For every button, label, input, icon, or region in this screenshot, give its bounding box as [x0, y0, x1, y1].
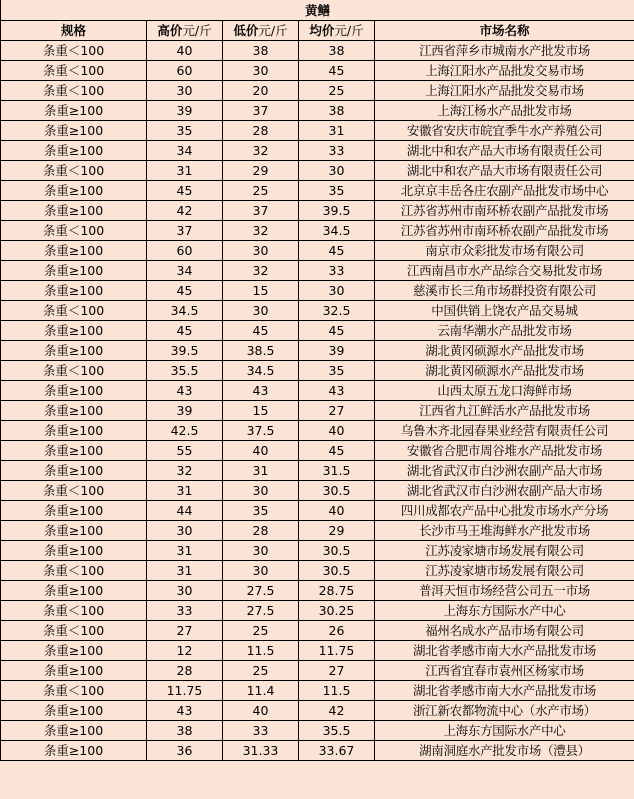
cell-avg-price: 30.5	[299, 481, 375, 501]
header-avg-label: 均价	[309, 23, 335, 38]
cell-avg-price: 39.5	[299, 201, 375, 221]
cell-avg-price: 38	[299, 41, 375, 61]
cell-low-price: 28	[223, 121, 299, 141]
cell-high-price: 44	[147, 501, 223, 521]
cell-avg-price: 32.5	[299, 301, 375, 321]
cell-low-price: 32	[223, 141, 299, 161]
cell-high-price: 35	[147, 121, 223, 141]
table-row	[1, 81, 634, 101]
cell-avg-price: 30.5	[299, 541, 375, 561]
cell-spec: 条重＜100	[1, 221, 147, 241]
cell-market-name: 湖北省孝感市南大水产品批发市场	[375, 641, 634, 661]
cell-low-price: 30	[223, 481, 299, 501]
cell-high-price: 30	[147, 81, 223, 101]
cell-spec: 条重＜100	[1, 681, 147, 701]
cell-market-name: 湖南洞庭水产批发市场（澧县）	[375, 741, 634, 761]
cell-avg-price: 40	[299, 421, 375, 441]
cell-avg-price: 45	[299, 321, 375, 341]
cell-market-name: 山西太原五龙口海鲜市场	[375, 381, 634, 401]
cell-spec: 条重＜100	[1, 81, 147, 101]
cell-high-price: 34	[147, 261, 223, 281]
table-row	[1, 221, 634, 241]
cell-avg-price: 33	[299, 141, 375, 161]
cell-high-price: 42	[147, 201, 223, 221]
cell-market-name: 江苏省苏州市南环桥农副产品批发市场	[375, 221, 634, 241]
table-row	[1, 681, 634, 701]
cell-market-name: 江苏凌家塘市场发展有限公司	[375, 541, 634, 561]
cell-low-price: 40	[223, 441, 299, 461]
cell-avg-price: 29	[299, 521, 375, 541]
header-high-unit: 元/斤	[182, 23, 212, 38]
cell-market-name: 安徽省合肥市周谷堆水产品批发市场	[375, 441, 634, 461]
cell-spec: 条重＜100	[1, 481, 147, 501]
header-low	[223, 21, 299, 41]
cell-low-price: 30	[223, 241, 299, 261]
cell-avg-price: 35	[299, 361, 375, 381]
table-row	[1, 321, 634, 341]
cell-spec: 条重≥100	[1, 141, 147, 161]
cell-high-price: 36	[147, 741, 223, 761]
cell-spec: 条重＜100	[1, 601, 147, 621]
header-low-label: 低价	[233, 23, 259, 38]
header-high	[147, 21, 223, 41]
cell-spec: 条重＜100	[1, 561, 147, 581]
table-row	[1, 241, 634, 261]
cell-spec: 条重≥100	[1, 701, 147, 721]
cell-spec: 条重≥100	[1, 501, 147, 521]
cell-avg-price: 26	[299, 621, 375, 641]
cell-high-price: 31	[147, 481, 223, 501]
header-market: 市场名称	[375, 21, 634, 41]
cell-market-name: 安徽省安庆市皖宜季牛水产养殖公司	[375, 121, 634, 141]
cell-spec: 条重＜100	[1, 41, 147, 61]
cell-high-price: 45	[147, 321, 223, 341]
cell-market-name: 江西南昌市水产品综合交易批发市场	[375, 261, 634, 281]
cell-avg-price: 33.67	[299, 741, 375, 761]
cell-avg-price: 28.75	[299, 581, 375, 601]
cell-avg-price: 11.75	[299, 641, 375, 661]
cell-spec: 条重≥100	[1, 201, 147, 221]
cell-spec: 条重≥100	[1, 661, 147, 681]
cell-high-price: 38	[147, 721, 223, 741]
cell-low-price: 25	[223, 621, 299, 641]
cell-low-price: 37	[223, 201, 299, 221]
cell-high-price: 42.5	[147, 421, 223, 441]
cell-low-price: 25	[223, 181, 299, 201]
cell-high-price: 34.5	[147, 301, 223, 321]
table-row	[1, 721, 634, 741]
table-row	[1, 441, 634, 461]
title-row	[1, 0, 634, 21]
cell-spec: 条重≥100	[1, 441, 147, 461]
table-row	[1, 281, 634, 301]
cell-high-price: 30	[147, 521, 223, 541]
cell-high-price: 31	[147, 161, 223, 181]
cell-avg-price: 30.25	[299, 601, 375, 621]
cell-market-name: 江苏省苏州市南环桥农副产品批发市场	[375, 201, 634, 221]
table-row	[1, 661, 634, 681]
cell-spec: 条重≥100	[1, 461, 147, 481]
cell-high-price: 33	[147, 601, 223, 621]
cell-market-name: 上海江杨水产品批发市场	[375, 101, 634, 121]
cell-spec: 条重≥100	[1, 401, 147, 421]
table-row	[1, 461, 634, 481]
cell-high-price: 40	[147, 41, 223, 61]
table-row	[1, 601, 634, 621]
cell-low-price: 29	[223, 161, 299, 181]
cell-low-price: 37.5	[223, 421, 299, 441]
cell-high-price: 39	[147, 401, 223, 421]
table-row	[1, 421, 634, 441]
cell-avg-price: 39	[299, 341, 375, 361]
cell-avg-price: 30.5	[299, 561, 375, 581]
cell-spec: 条重≥100	[1, 281, 147, 301]
table-row	[1, 201, 634, 221]
cell-low-price: 32	[223, 261, 299, 281]
cell-market-name: 普洱天恒市场经营公司五一市场	[375, 581, 634, 601]
table-body	[1, 41, 634, 761]
cell-avg-price: 35	[299, 181, 375, 201]
cell-avg-price: 30	[299, 281, 375, 301]
cell-avg-price: 11.5	[299, 681, 375, 701]
cell-spec: 条重≥100	[1, 321, 147, 341]
cell-market-name: 浙江新农都物流中心（水产市场）	[375, 701, 634, 721]
table-row	[1, 261, 634, 281]
cell-market-name: 湖北中和农产品大市场有限责任公司	[375, 141, 634, 161]
cell-high-price: 37	[147, 221, 223, 241]
cell-avg-price: 45	[299, 61, 375, 81]
cell-spec: 条重≥100	[1, 741, 147, 761]
cell-avg-price: 40	[299, 501, 375, 521]
cell-avg-price: 38	[299, 101, 375, 121]
cell-market-name: 湖北黄冈硕源水产品批发市场	[375, 361, 634, 381]
table-row	[1, 701, 634, 721]
cell-avg-price: 43	[299, 381, 375, 401]
cell-spec: 条重＜100	[1, 621, 147, 641]
cell-low-price: 27.5	[223, 581, 299, 601]
cell-low-price: 43	[223, 381, 299, 401]
cell-avg-price: 27	[299, 401, 375, 421]
header-spec: 规格	[1, 21, 147, 41]
table-row	[1, 621, 634, 641]
table-row	[1, 101, 634, 121]
cell-avg-price: 34.5	[299, 221, 375, 241]
cell-high-price: 45	[147, 181, 223, 201]
cell-spec: 条重≥100	[1, 381, 147, 401]
cell-high-price: 39	[147, 101, 223, 121]
cell-low-price: 38.5	[223, 341, 299, 361]
cell-low-price: 25	[223, 661, 299, 681]
cell-spec: 条重≥100	[1, 541, 147, 561]
cell-low-price: 35	[223, 501, 299, 521]
cell-low-price: 31	[223, 461, 299, 481]
cell-high-price: 45	[147, 281, 223, 301]
cell-high-price: 11.75	[147, 681, 223, 701]
cell-low-price: 28	[223, 521, 299, 541]
cell-spec: 条重≥100	[1, 261, 147, 281]
table-row	[1, 741, 634, 761]
cell-high-price: 28	[147, 661, 223, 681]
cell-market-name: 南京市众彩批发市场有限公司	[375, 241, 634, 261]
cell-low-price: 32	[223, 221, 299, 241]
header-high-label: 高价	[157, 23, 183, 38]
cell-low-price: 15	[223, 401, 299, 421]
cell-spec: 条重＜100	[1, 301, 147, 321]
cell-spec: 条重≥100	[1, 121, 147, 141]
cell-market-name: 云南华潮水产品批发市场	[375, 321, 634, 341]
table-row	[1, 181, 634, 201]
cell-low-price: 37	[223, 101, 299, 121]
table-row	[1, 381, 634, 401]
cell-market-name: 慈溪市长三角市场群投资有限公司	[375, 281, 634, 301]
cell-low-price: 38	[223, 41, 299, 61]
cell-low-price: 27.5	[223, 601, 299, 621]
cell-high-price: 43	[147, 701, 223, 721]
table-row	[1, 341, 634, 361]
cell-market-name: 上海东方国际水产中心	[375, 601, 634, 621]
cell-avg-price: 42	[299, 701, 375, 721]
cell-market-name: 上海江阳水产品批发交易市场	[375, 81, 634, 101]
cell-market-name: 湖北中和农产品大市场有限责任公司	[375, 161, 634, 181]
cell-low-price: 45	[223, 321, 299, 341]
table-row	[1, 121, 634, 141]
cell-market-name: 中国供销上饶农产品交易城	[375, 301, 634, 321]
cell-avg-price: 45	[299, 241, 375, 261]
cell-low-price: 30	[223, 301, 299, 321]
cell-low-price: 30	[223, 561, 299, 581]
cell-low-price: 33	[223, 721, 299, 741]
cell-market-name: 湖北省武汉市白沙洲农副产品大市场	[375, 461, 634, 481]
cell-avg-price: 27	[299, 661, 375, 681]
header-avg	[299, 21, 375, 41]
cell-spec: 条重≥100	[1, 341, 147, 361]
cell-low-price: 11.4	[223, 681, 299, 701]
table-row	[1, 301, 634, 321]
cell-low-price: 20	[223, 81, 299, 101]
table-row	[1, 481, 634, 501]
cell-high-price: 43	[147, 381, 223, 401]
cell-spec: 条重≥100	[1, 581, 147, 601]
cell-high-price: 27	[147, 621, 223, 641]
cell-spec: 条重≥100	[1, 101, 147, 121]
cell-market-name: 江西省宜春市袁州区杨家市场	[375, 661, 634, 681]
table-row	[1, 501, 634, 521]
cell-market-name: 江西省九江鲜活水产品批发市场	[375, 401, 634, 421]
cell-high-price: 30	[147, 581, 223, 601]
cell-market-name: 上海江阳水产品批发交易市场	[375, 61, 634, 81]
table-row	[1, 161, 634, 181]
table-row	[1, 541, 634, 561]
table-row	[1, 361, 634, 381]
header-row	[1, 21, 634, 41]
cell-avg-price: 45	[299, 441, 375, 461]
table-row	[1, 401, 634, 421]
cell-high-price: 60	[147, 241, 223, 261]
cell-low-price: 34.5	[223, 361, 299, 381]
header-low-unit: 元/斤	[258, 23, 288, 38]
cell-high-price: 34	[147, 141, 223, 161]
cell-avg-price: 35.5	[299, 721, 375, 741]
cell-market-name: 上海东方国际水产中心	[375, 721, 634, 741]
cell-market-name: 湖北黄冈硕源水产品批发市场	[375, 341, 634, 361]
cell-spec: 条重＜100	[1, 61, 147, 81]
cell-avg-price: 31.5	[299, 461, 375, 481]
cell-low-price: 30	[223, 541, 299, 561]
cell-market-name: 湖北省武汉市白沙洲农副产品大市场	[375, 481, 634, 501]
cell-market-name: 江西省萍乡市城南水产批发市场	[375, 41, 634, 61]
cell-spec: 条重≥100	[1, 181, 147, 201]
header-avg-unit: 元/斤	[334, 23, 364, 38]
cell-market-name: 福州名成水产品市场有限公司	[375, 621, 634, 641]
table-row	[1, 561, 634, 581]
cell-high-price: 31	[147, 561, 223, 581]
cell-spec: 条重≥100	[1, 641, 147, 661]
cell-avg-price: 30	[299, 161, 375, 181]
cell-low-price: 40	[223, 701, 299, 721]
cell-avg-price: 33	[299, 261, 375, 281]
table-row	[1, 641, 634, 661]
table-row	[1, 581, 634, 601]
cell-market-name: 四川成都农产品中心批发市场水产分场	[375, 501, 634, 521]
cell-market-name: 北京京丰岳各庄农副产品批发市场中心	[375, 181, 634, 201]
cell-spec: 条重≥100	[1, 521, 147, 541]
table-row	[1, 41, 634, 61]
cell-spec: 条重＜100	[1, 361, 147, 381]
table-row	[1, 521, 634, 541]
cell-market-name: 湖北省孝感市南大水产品批发市场	[375, 681, 634, 701]
cell-high-price: 55	[147, 441, 223, 461]
cell-spec: 条重≥100	[1, 421, 147, 441]
cell-market-name: 江苏凌家塘市场发展有限公司	[375, 561, 634, 581]
cell-high-price: 60	[147, 61, 223, 81]
cell-spec: 条重＜100	[1, 161, 147, 181]
cell-high-price: 35.5	[147, 361, 223, 381]
cell-low-price: 15	[223, 281, 299, 301]
cell-high-price: 39.5	[147, 341, 223, 361]
table-row	[1, 61, 634, 81]
table-row	[1, 141, 634, 161]
table-title: 黄鳝	[1, 0, 634, 21]
cell-market-name: 乌鲁木齐北园春果业经营有限责任公司	[375, 421, 634, 441]
cell-market-name: 长沙市马王堆海鲜水产批发市场	[375, 521, 634, 541]
cell-spec: 条重≥100	[1, 721, 147, 741]
cell-high-price: 12	[147, 641, 223, 661]
cell-avg-price: 31	[299, 121, 375, 141]
cell-spec: 条重≥100	[1, 241, 147, 261]
cell-high-price: 32	[147, 461, 223, 481]
cell-low-price: 30	[223, 61, 299, 81]
cell-avg-price: 25	[299, 81, 375, 101]
cell-low-price: 11.5	[223, 641, 299, 661]
cell-high-price: 31	[147, 541, 223, 561]
cell-low-price: 31.33	[223, 741, 299, 761]
